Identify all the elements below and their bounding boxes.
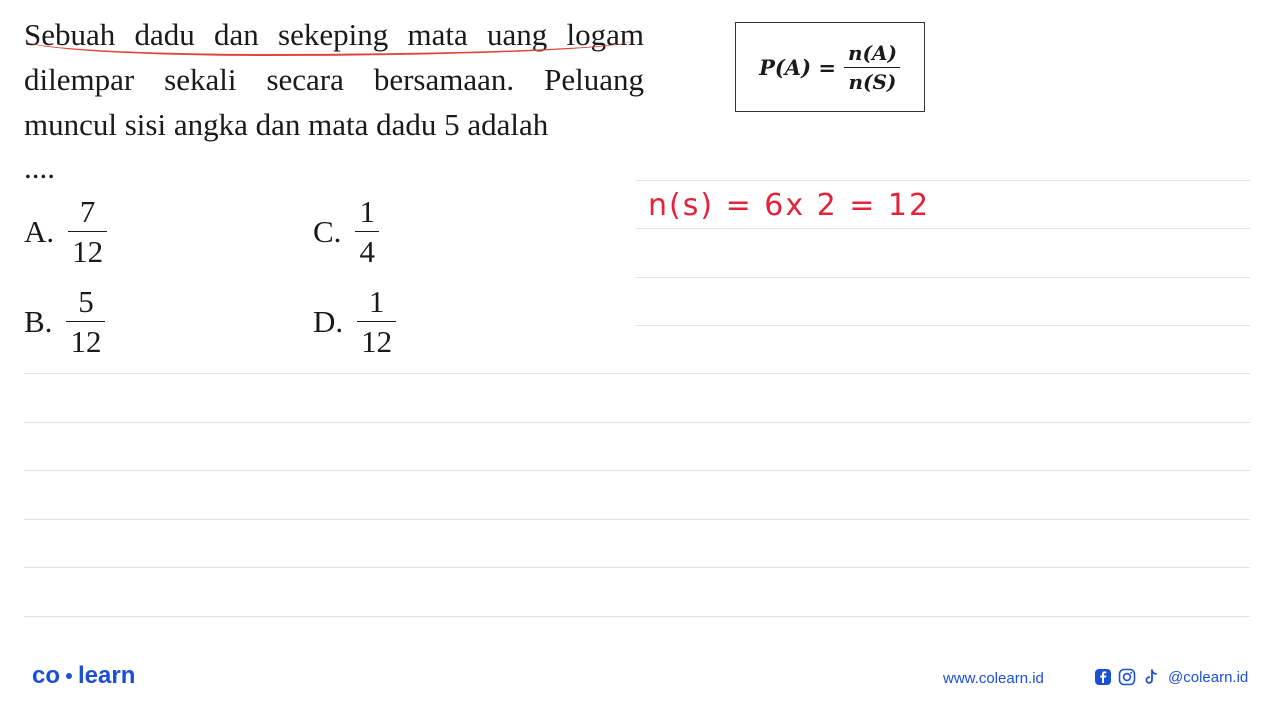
formula-box — [735, 22, 925, 112]
formula-fraction — [844, 40, 901, 94]
handwritten-working: n(s) = 6x 2 = 12 — [648, 188, 931, 223]
fraction-denominator: 12 — [357, 321, 396, 357]
question-text: Sebuah dadu dan sekeping mata uang logam dilempar sekali secara bersamaan. Peluang muncul sisi angka dan mata dadu 5 adalah — [24, 17, 644, 142]
formula-lhs: P(A) = — [759, 54, 836, 80]
ruled-line — [24, 616, 1250, 617]
option-fraction — [66, 286, 105, 357]
formula-numerator: n(A) — [847, 40, 897, 65]
fraction-denominator: 4 — [355, 231, 379, 267]
option-c[interactable] — [313, 196, 379, 267]
logo-text-right: learn — [78, 662, 136, 689]
ruled-line — [24, 567, 1250, 568]
ruled-line — [24, 519, 1250, 520]
social-handle[interactable]: @colearn.id — [1168, 668, 1249, 686]
option-fraction — [355, 196, 379, 267]
ruled-line — [636, 228, 1250, 229]
option-letter: D. — [313, 303, 344, 339]
option-letter: A. — [24, 213, 55, 249]
logo-dot — [66, 673, 72, 679]
instagram-icon[interactable] — [1118, 668, 1136, 686]
fraction-denominator: 12 — [68, 231, 107, 267]
option-d[interactable] — [313, 286, 396, 357]
option-b[interactable] — [24, 286, 105, 357]
logo-text-left: co — [32, 662, 61, 689]
fraction-numerator: 1 — [368, 284, 385, 319]
fraction-numerator: 7 — [79, 194, 96, 229]
ruled-line — [24, 470, 1250, 471]
ruled-line — [636, 325, 1250, 326]
ruled-line — [636, 180, 1250, 181]
colearn-logo — [32, 662, 135, 690]
website-link[interactable]: www.colearn.id — [943, 670, 1044, 687]
question-ellipsis: .... — [24, 150, 55, 185]
social-links — [1094, 668, 1248, 686]
ruled-line — [24, 422, 1250, 423]
facebook-icon[interactable] — [1094, 668, 1112, 686]
option-fraction — [68, 196, 107, 267]
ruled-line — [24, 373, 1250, 374]
fraction-numerator: 1 — [359, 194, 375, 229]
fraction-numerator: 5 — [78, 284, 94, 319]
option-letter: B. — [24, 303, 53, 339]
tiktok-icon[interactable] — [1142, 668, 1160, 686]
fraction-denominator: 12 — [66, 321, 105, 357]
option-letter: C. — [313, 213, 342, 249]
ruled-line — [636, 277, 1250, 278]
option-a[interactable] — [24, 196, 107, 267]
option-fraction — [357, 286, 396, 357]
formula-denominator: n(S) — [844, 67, 900, 92]
